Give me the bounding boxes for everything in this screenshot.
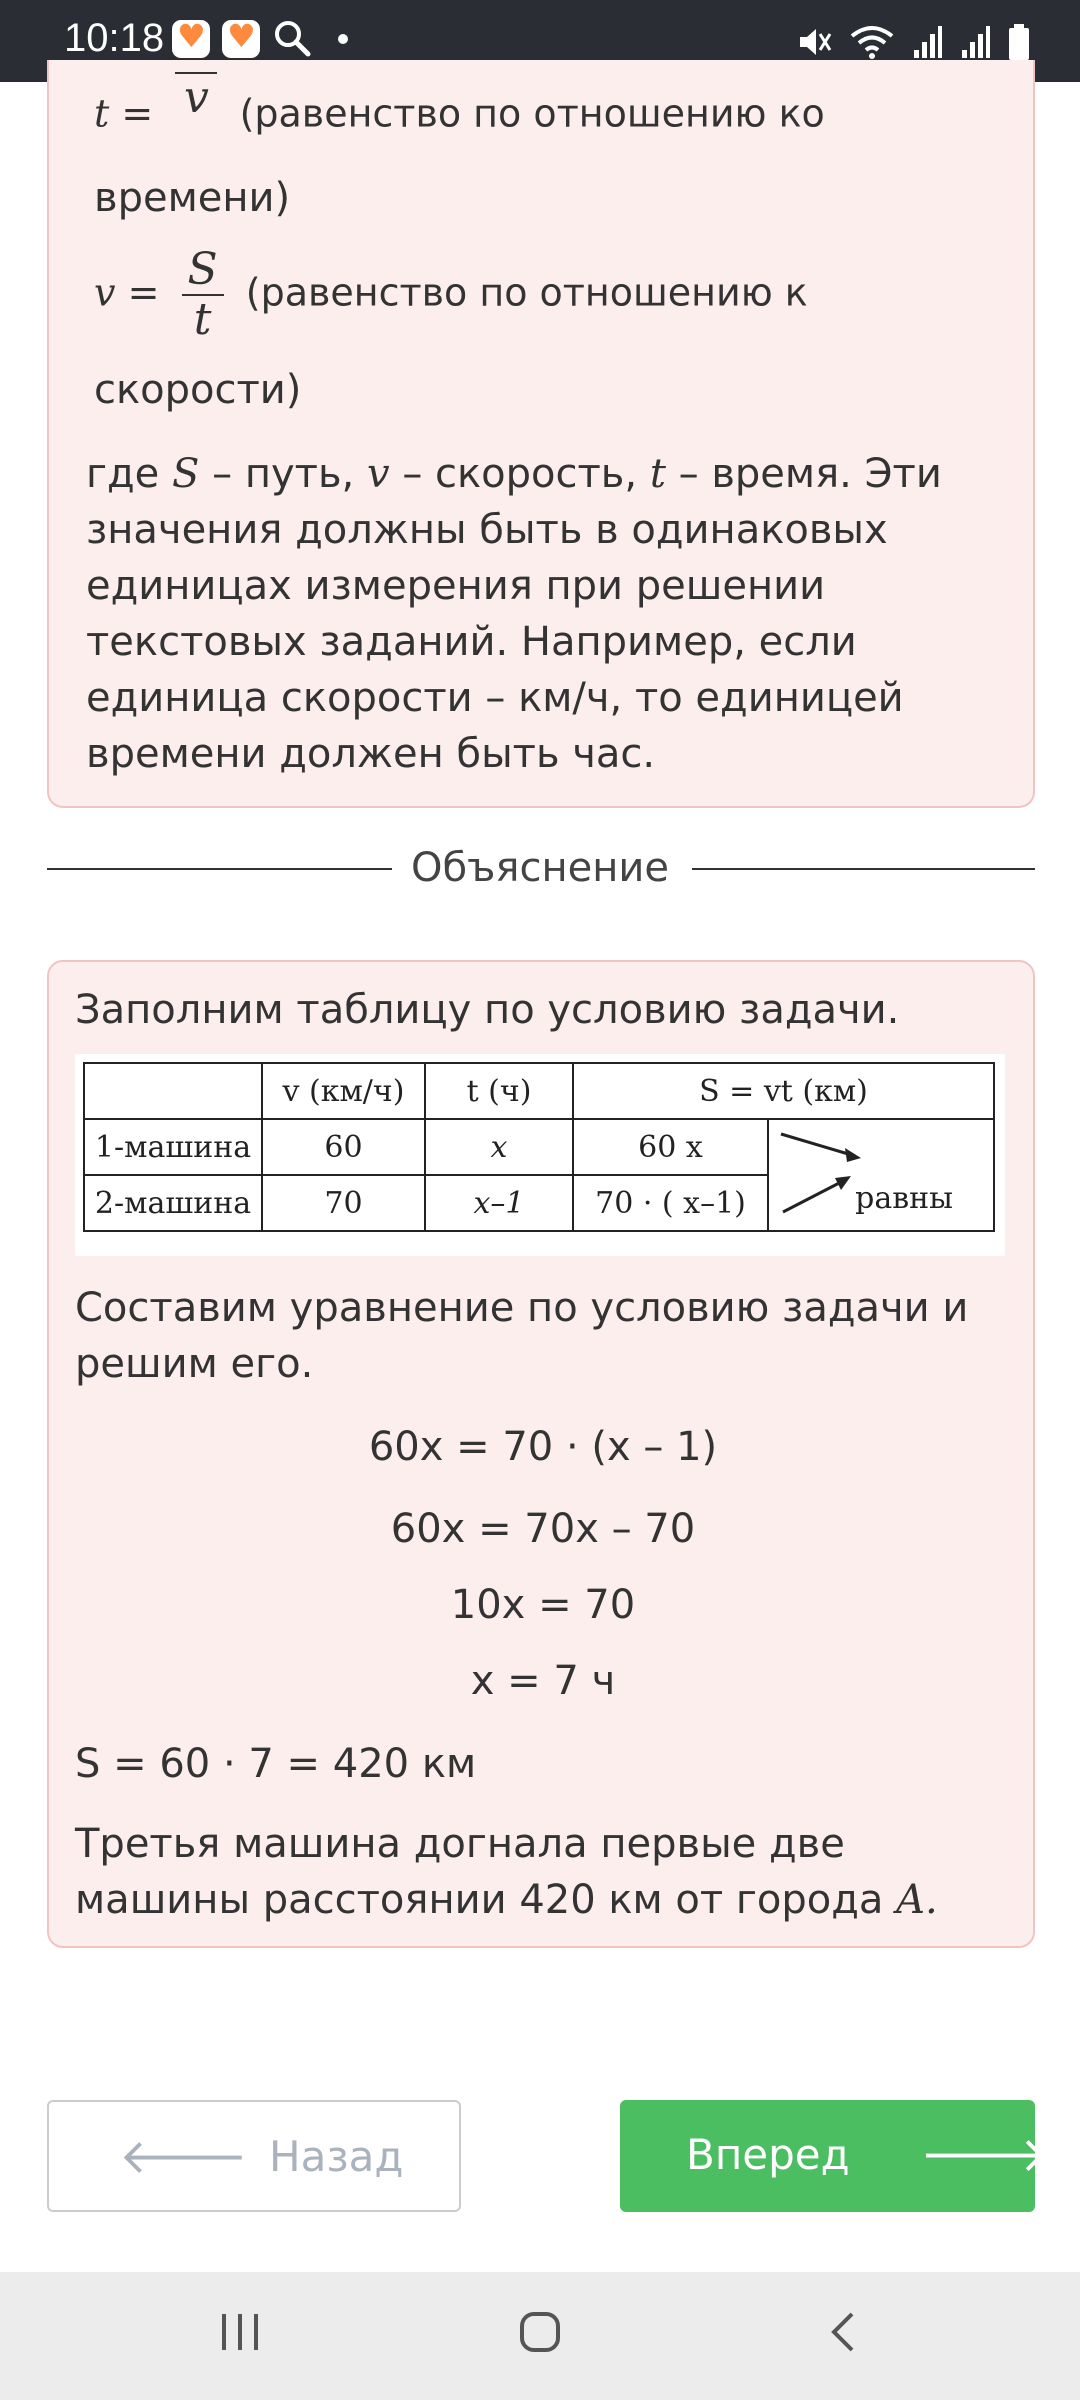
definition-rest: значения должны быть в одинаковых единицах измерения при решении текстовых заданий. Например, если единица скорости – км/ч, то единицей времени должен быть час. <box>86 507 904 777</box>
definition-paragraph <box>86 446 1006 782</box>
formula-time-lhs: t <box>94 91 110 136</box>
var-s: S <box>172 451 200 497</box>
formula-speed-note: (равенство по отношению к <box>245 270 808 315</box>
system-nav-bar <box>0 2272 1080 2400</box>
search-icon <box>272 18 312 58</box>
recent-apps-icon[interactable] <box>218 2310 262 2354</box>
conclusion-city: A. <box>896 1877 938 1923</box>
wifi-icon <box>850 24 894 60</box>
home-icon[interactable] <box>518 2310 562 2354</box>
formula-time-eq: = <box>121 91 154 136</box>
heart-app-icon <box>222 20 260 58</box>
where-prefix: где <box>86 451 160 497</box>
arrow-right-icon: 🡒 <box>920 2127 1049 2183</box>
formula-speed <box>94 246 808 344</box>
equal-arrows-icon <box>769 1120 995 1230</box>
formula-speed-fraction <box>182 246 224 344</box>
table-cell-distance: 70 · ( x–1) <box>573 1175 768 1231</box>
equation-3: 10x = 70 <box>450 1582 636 1628</box>
formula-time <box>94 72 825 150</box>
table-header-speed: v (км/ч) <box>262 1063 425 1119</box>
signal-icon <box>960 24 990 60</box>
arrow-left-icon: 🡐 <box>119 2129 248 2185</box>
back-button[interactable] <box>47 2100 461 2212</box>
back-nav-icon[interactable] <box>822 2310 866 2354</box>
back-button-label: Назад <box>269 2132 404 2181</box>
battery-icon <box>1008 24 1030 60</box>
table-cell-time: x–1 <box>425 1175 573 1231</box>
formula-speed-eq: = <box>127 270 160 315</box>
equation-1: 60x = 70 · (x – 1) <box>368 1424 718 1470</box>
compose-text: Составим уравнение по условию задачи и решим его. <box>75 1285 969 1387</box>
var-v: v <box>366 451 390 497</box>
formula-speed-lhs: v <box>94 270 116 315</box>
table-header-distance: S = vt (км) <box>573 1063 994 1119</box>
where-path: – путь, <box>212 451 355 497</box>
table-cell-name: 2-машина <box>84 1175 262 1231</box>
next-button[interactable] <box>620 2100 1049 2212</box>
signal-icon <box>912 24 942 60</box>
fraction-denominator: t <box>193 294 212 345</box>
equation-2: 60x = 70x – 70 <box>390 1506 696 1552</box>
status-time: 10:18 <box>64 16 165 60</box>
table-cell-name: 1-машина <box>84 1119 262 1175</box>
equal-label: равны <box>855 1181 953 1216</box>
mute-icon <box>796 24 832 60</box>
table-cell-distance: 60 x <box>573 1119 768 1175</box>
table-header-empty <box>84 1063 262 1119</box>
where-speed: – скорость, <box>402 451 638 497</box>
explanation-card <box>47 960 1035 1948</box>
fraction-numerator: S <box>182 246 224 296</box>
var-t: t <box>649 451 666 497</box>
formula-info-card <box>47 60 1035 808</box>
conclusion-body: Третья машина догнала первые две машины расстоянии 420 км от города <box>75 1821 884 1923</box>
conclusion-text <box>75 1816 995 1928</box>
fraction-denominator: v <box>183 72 209 123</box>
formula-time-note-cont: времени) <box>94 175 291 221</box>
where-time: – время. Эти <box>678 451 942 497</box>
explanation-heading: Объяснение <box>411 845 669 891</box>
distance-result: S = 60 · 7 = 420 км <box>75 1741 477 1787</box>
heart-app-icon <box>172 20 210 58</box>
fraction-numerator <box>175 54 217 74</box>
formula-time-note: (равенство по отношению ко <box>239 91 825 136</box>
formula-time-fraction <box>175 54 217 122</box>
formula-speed-note-cont: скорости) <box>94 367 302 413</box>
table-intro: Заполним таблицу по условию задачи. <box>75 987 900 1033</box>
table-cell-speed: 70 <box>262 1175 425 1231</box>
notification-dot-icon <box>338 34 348 44</box>
solution-table-image <box>75 1054 1005 1256</box>
equation-4: x = 7 ч <box>470 1658 616 1704</box>
table-cell-speed: 60 <box>262 1119 425 1175</box>
table-header-time: t (ч) <box>425 1063 573 1119</box>
next-button-label: Вперед <box>686 2130 850 2179</box>
solution-table <box>83 1062 995 1232</box>
table-cell-equal <box>768 1119 994 1231</box>
table-cell-time: x <box>425 1119 573 1175</box>
